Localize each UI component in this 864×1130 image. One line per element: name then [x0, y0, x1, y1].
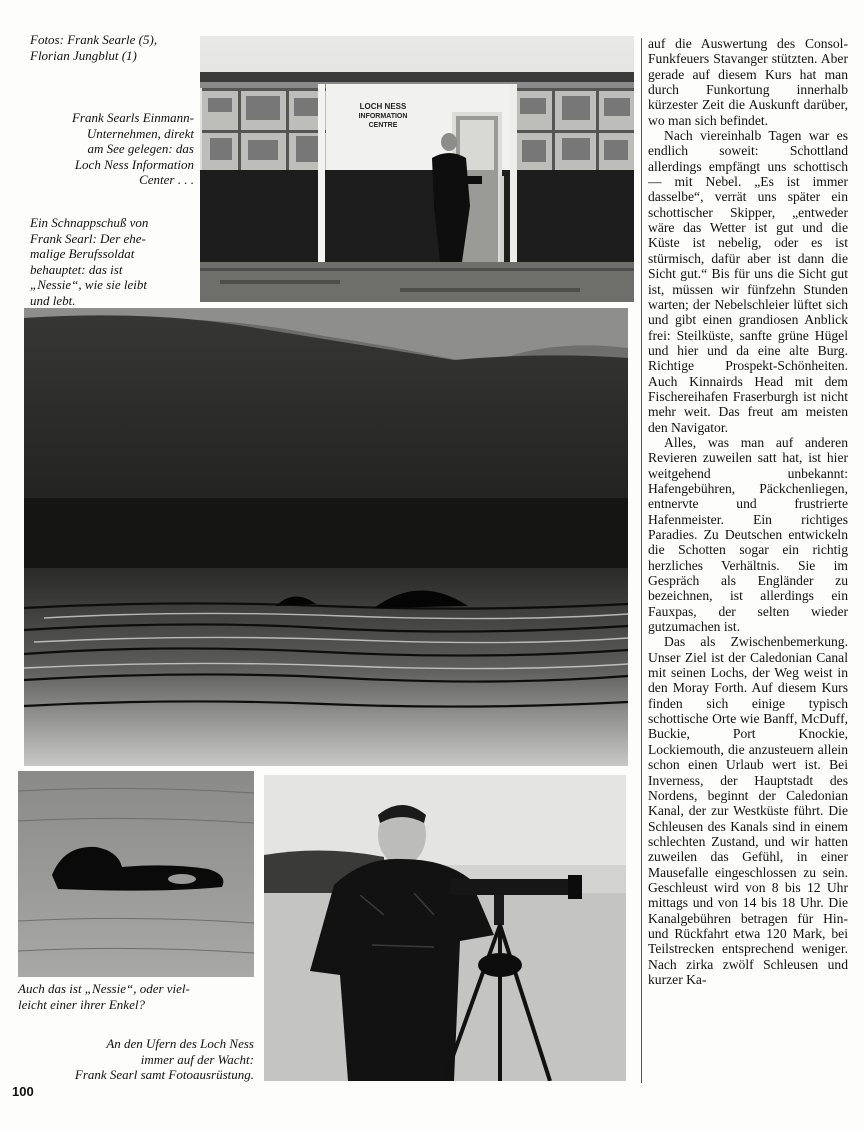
caption-nessie-grandchild [18, 981, 258, 1012]
sign-line-3: CENTRE [368, 122, 398, 129]
caption-line: Center . . . [139, 172, 194, 187]
info-centre-photo [200, 36, 634, 302]
caption-line: Fotos: Frank Searle (5), [30, 32, 158, 47]
caption-line: Frank Searl: Der ehe- [30, 230, 146, 246]
article-paragraph: auf die Auswertung des Consol-Funkfeuers Stavanger stützten. Aber gerade auf diesem Kurs hat man durch Funkortung innerhalb kürzester Zeit die Auskunft darüber, wo man sich befindet. [648, 36, 848, 128]
caption-photographer [10, 1036, 254, 1083]
article-paragraph: Alles, was man auf anderen Revieren zuweilen satt hat, ist hier weitgehend unbekannt: Hafengebühren, Päckchenliegen, entnervte und frustrierte Hafenmeister. Ein richtiges Paradies. Zu Deutschen entwickeln die Schotten sogar ein richtig herzliches Verhältnis. Sie im Gespräch als Engländer zu bezeichnen, ist allerdings ein Fauxpas, der selten wieder gutzumachen ist. [648, 434, 848, 635]
photographer-photo [264, 775, 626, 1081]
page-number: 100 [12, 1084, 34, 1099]
caption-info-centre [22, 110, 194, 188]
caption-line: Ein Schnappschuß von [30, 215, 149, 230]
caption-line: Florian Jungblut (1) [30, 47, 137, 63]
caption-line: behauptet: das ist [30, 261, 123, 277]
sign-line-2: INFORMATION [358, 113, 408, 120]
caption-line: An den Ufern des Loch Ness [106, 1036, 254, 1051]
caption-line: Auch das ist „Nessie“, oder viel- [18, 981, 190, 996]
photo-credits [30, 32, 205, 63]
loch-ness-nessie-photo [24, 308, 628, 766]
nessie-closeup-photo [18, 771, 254, 977]
caption-line: leicht einer ihrer Enkel? [18, 996, 145, 1012]
caption-line: Loch Ness Information [74, 156, 194, 172]
column-rule [641, 38, 642, 1083]
caption-line: malige Berufssoldat [30, 246, 135, 261]
sign-line-1: LOCH NESS [359, 102, 407, 111]
caption-line: „Nessie“, wie sie leibt [30, 277, 147, 292]
caption-snapshot [30, 215, 200, 308]
caption-line: Frank Searls Einmann- [71, 110, 194, 125]
caption-line: am See gelegen: das [87, 141, 194, 156]
caption-line: Unternehmen, direkt [86, 125, 194, 141]
article-column [648, 36, 848, 1092]
article-paragraph: Nach viereinhalb Tagen war es endlich soweit: Schottland allerdings empfängt uns schottisch — mit Nebel. „Es ist immer dasselbe“, verrät uns später ein schottischer Skipper, „entweder wäre das Wetter ist gut und die Küste ist nebelig, oder es ist stürmisch, dafür aber ist dann die Sicht gut.“ Bis für uns die Sicht gut ist, müssen wir fünfzehn Stunden warten; der Nebelschleier lüftet sich und gibt einen grandiosen Anblick frei: Steilküste, sanfte grüne Hügel und hier und da eine alte Burg. Richtige Prospekt-Schönheiten. Auch Kinnairds Head mit dem Fischereihafen Fraserburgh ist nicht mehr weit. Das freut am meisten den Navigator. [648, 128, 848, 435]
caption-line: Frank Searl samt Fotoausrüstung. [74, 1067, 254, 1082]
caption-line: immer auf der Wacht: [140, 1051, 254, 1067]
article-paragraph: Das als Zwischenbemerkung. Unser Ziel ist der Caledonian Canal mit seinen Lochs, der Weg weist in den Moray Forth. Auf diesem Kurs finden sich einige typisch schottische Orte wie Banff, McDuff, Buckie, Port Knockie, Lockiemouth, die anzusteuern allein schon einen Urlaub wert ist. Bei Inverness, der Hauptstadt des Nordens, beginnt der Caledonian Kanal, der zur Westküste führt. Die Schleusen des Kanals sind in einem schlechten Zustand, und wir hatten zuweilen das Gefühl, in einer Mausefalle eingeschlossen zu sein. Geschleust wird von 8 bis 12 Uhr mittags und von 14 bis 18 Uhr. Die Kanalgebühren betragen für Hin- und Rückfahrt etwa 120 Mark, bei Teilstrecken entsprechend weniger. Nach zirka zwölf Schleusen und kurzer Ka- [648, 634, 848, 987]
caption-line: und lebt. [30, 292, 76, 308]
